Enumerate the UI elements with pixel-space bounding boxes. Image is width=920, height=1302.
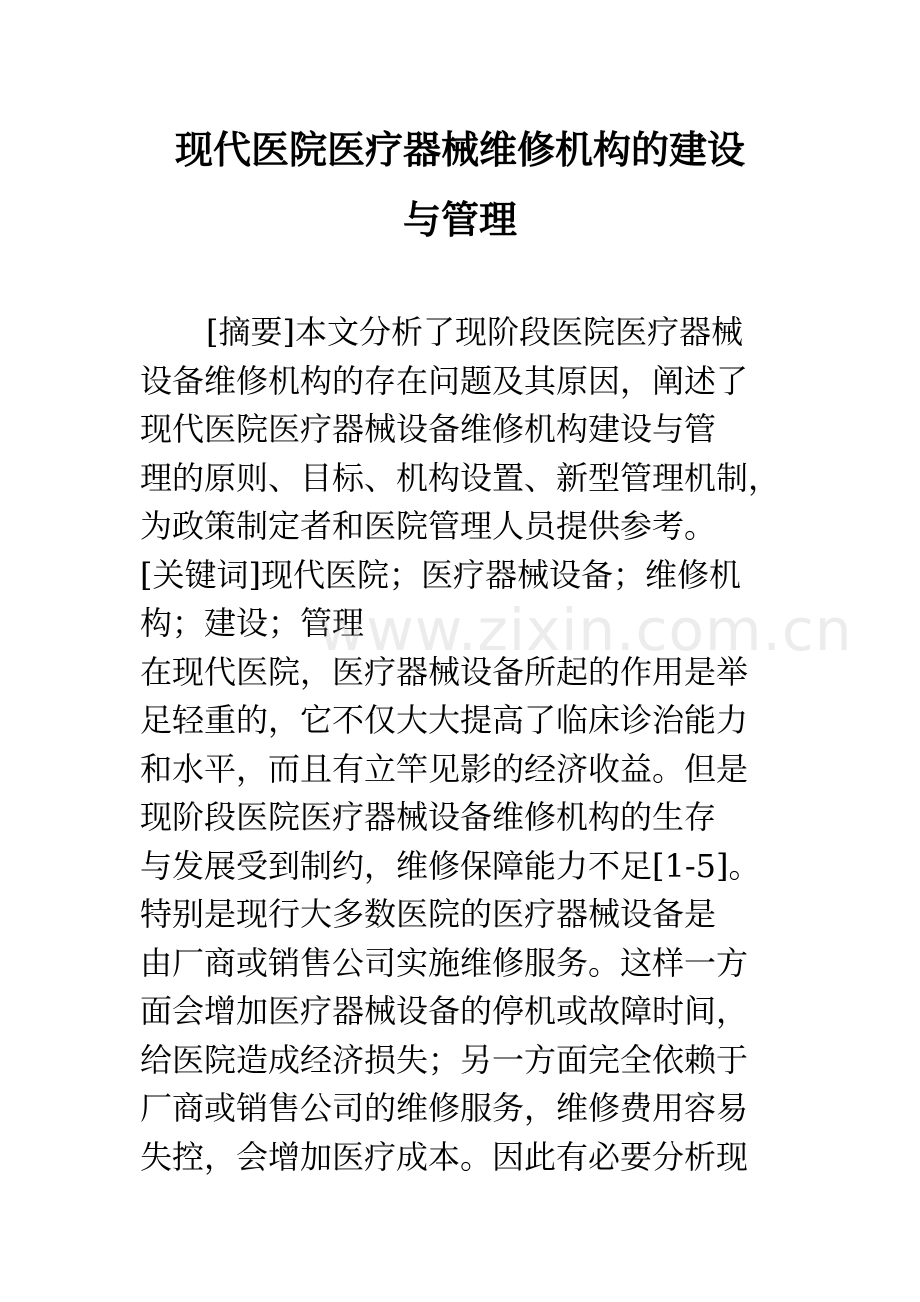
keywords-line: 构；建设；管理 [140,604,365,642]
paragraph-line: 现阶段医院医疗器械设备维修机构的生存 [140,798,717,836]
document-body [140,308,820,1181]
abstract-line: 为政策制定者和医院管理人员提供参考。 [140,507,717,545]
abstract-line: 设备维修机构的存在问题及其原因，阐述了 [140,361,749,400]
watermark: www.zixin.com.cn [318,596,853,664]
paragraph-line: 面会增加医疗器械设备的停机或故障时间， [140,992,749,1030]
paragraph-line: 由厂商或销售公司实施维修服务。这样一方 [140,943,749,982]
abstract-line: 现代医院医疗器械设备维修机构建设与管 [140,410,717,448]
paragraph-line: 与发展受到制约，维修保障能力不足[1-5]。 [140,846,761,885]
document-title-line-1: 现代医院医疗器械维修机构的建设 [174,128,745,172]
abstract-line: 理的原则、目标、机构设置、新型管理机制， [140,458,781,497]
paragraph-line: 厂商或销售公司的维修服务，维修费用容易 [140,1089,749,1127]
document-title-line-2: 与管理 [402,198,517,242]
keywords-line: [关键词]现代医院；医疗器械设备；维修机 [140,555,741,594]
paragraph-line: 失控，会增加医疗成本。因此有必要分析现 [140,1137,749,1176]
paragraph-line: 特别是现行大多数医院的医疗器械设备是 [140,895,717,933]
paragraph-line: 给医院造成经济损失；另一方面完全依赖于 [140,1040,749,1079]
paragraph-line: 足轻重的，它不仅大大提高了临床诊治能力 [140,701,749,739]
paragraph-line: 和水平，而且有立竿见影的经济收益。但是 [140,749,749,788]
abstract-line: [摘要]本文分析了现阶段医院医疗器械 [206,313,743,351]
paragraph-line: 在现代医院，医疗器械设备所起的作用是举 [140,652,749,691]
